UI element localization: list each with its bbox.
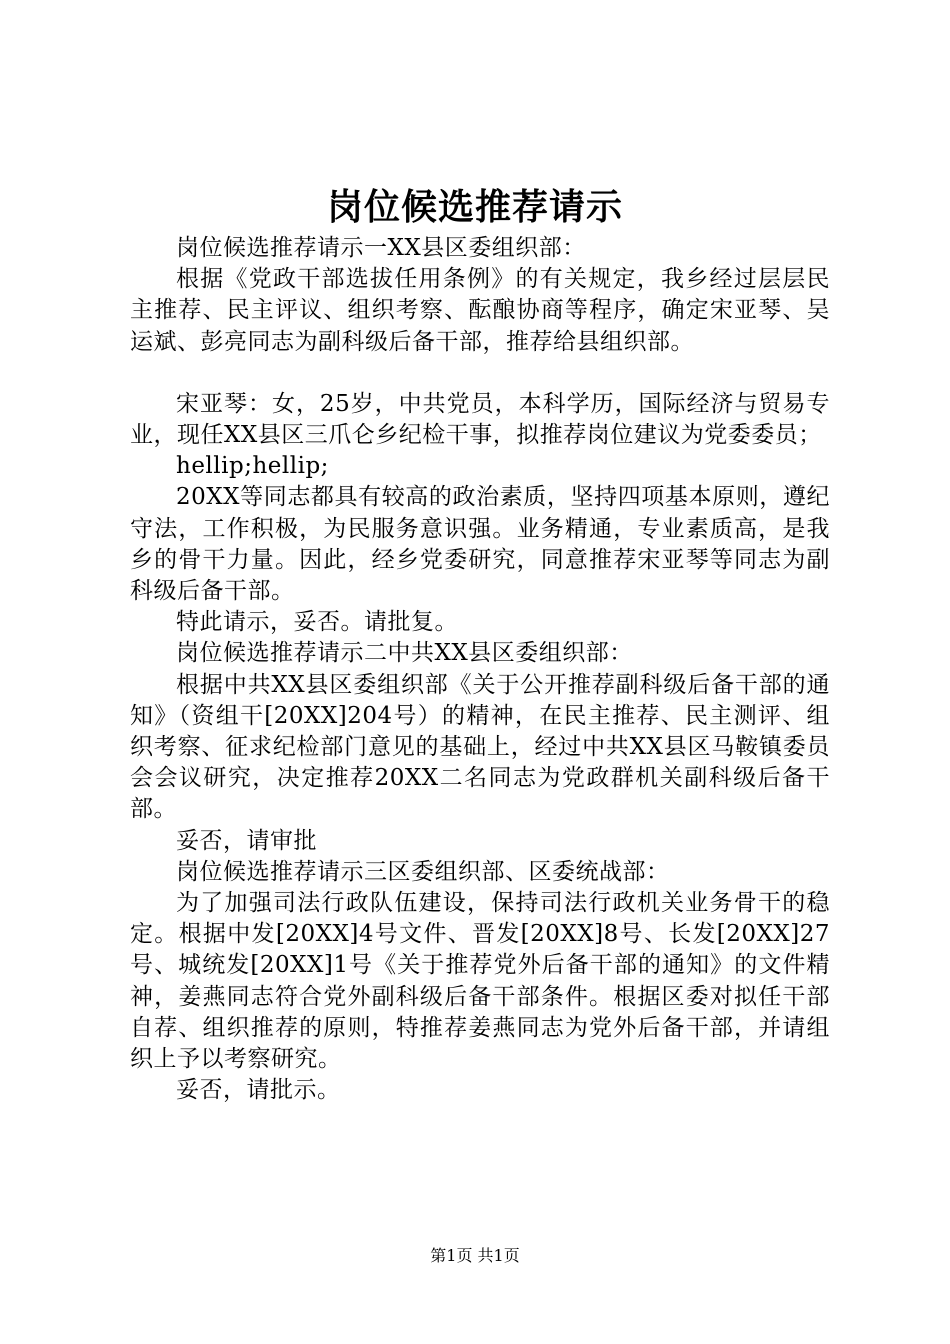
- paragraph: 为了加强司法行政队伍建设，保持司法行政机关业务骨干的稳定。根据中发[20XX]4号文件、晋发[20XX]8号、长发[20XX]27号、城统发[20XX]1号《关于推荐党外后备干部的通知》的文件精神，姜燕同志符合党外副科级后备干部条件。根据区委对拟任干部自荐、组织推荐的原则，特推荐姜燕同志为党外后备干部，并请组织上予以考察研究。: [130, 890, 830, 1073]
- paragraph: 妥否，请批示。: [176, 1077, 341, 1104]
- paragraph: 宋亚琴：女，25岁，中共党员，本科学历，国际经济与贸易专业，现任XX县区三爪仑乡纪检干事，拟推荐岗位建议为党委委员；: [130, 390, 830, 449]
- paragraph: 妥否，请审批: [176, 827, 317, 854]
- paragraph: hellip;hellip;: [176, 453, 329, 480]
- paragraph: 岗位候选推荐请示二中共XX县区委组织部：: [176, 640, 633, 667]
- paragraph: 根据《党政干部选拔任用条例》的有关规定，我乡经过层层民主推荐、民主评议、组织考察、酝酿协商等程序，确定宋亚琴、吴运斌、彭亮同志为副科级后备干部，推荐给县组织部。: [130, 266, 830, 355]
- paragraph: 岗位候选推荐请示一XX县区委组织部：: [176, 235, 586, 261]
- document-title: 岗位候选推荐请示: [326, 187, 623, 228]
- paragraph: 特此请示，妥否。请批复。: [176, 609, 458, 636]
- document-body: [130, 233, 830, 1106]
- page-footer: 第1页 共1页: [430, 1246, 520, 1265]
- paragraph: 岗位候选推荐请示三区委组织部、区委统战部：: [176, 858, 670, 885]
- paragraph: 20XX等同志都具有较高的政治素质，坚持四项基本原则，遵纪守法，工作积极，为民服务意识强。业务精通，专业素质高，是我乡的骨干力量。因此，经乡党委研究，同意推荐宋亚琴等同志为副科级后备干部。: [130, 484, 830, 605]
- paragraph: 根据中共XX县区委组织部《关于公开推荐副科级后备干部的通知》（资组干[20XX]204号）的精神，在民主推荐、民主测评、组织考察、征求纪检部门意见的基础上，经过中共XX县区马鞍镇委员会会议研究，决定推荐20XX二名同志为党政群机关副科级后备干部。: [130, 671, 830, 823]
